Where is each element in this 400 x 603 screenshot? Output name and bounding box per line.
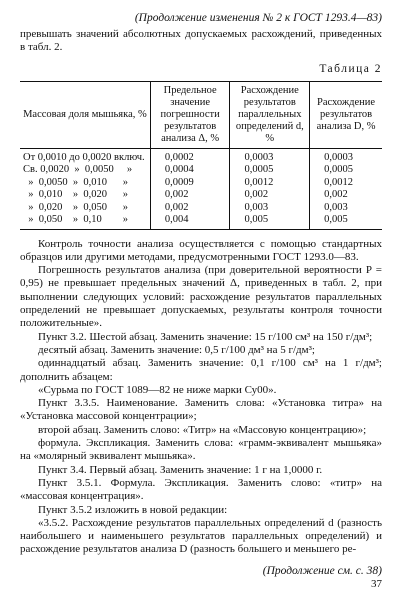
table-cell-value: 0,0004: [150, 164, 230, 177]
table-cell-value: 0,002: [150, 189, 230, 202]
body-paragraph: «3.5.2. Расхождение результатов параллельных определений d (разность наибольшего и наименьшего результатов параллельных определений) и расхождение результатов анализа D (разность большего и меньшего ре-: [20, 516, 382, 556]
table-cell-range: » 0,050 » 0,10 »: [20, 214, 150, 229]
body-paragraph: Пункт 3.4. Первый абзац. Заменить значение: 1 г на 1,0000 г.: [38, 463, 323, 476]
table-cell-value: 0,004: [150, 214, 230, 229]
body-paragraph: «Сурьма по ГОСТ 1089—82 не ниже марки Су00».: [38, 383, 277, 396]
header-cell-error-limit: Предельное значение погрешности результатов анализа Δ, %: [150, 81, 230, 148]
table-cell-value: 0,0003: [310, 148, 382, 164]
table-cell-range: » 0,020 » 0,050 »: [23, 201, 128, 213]
body-paragraph: Пункт 3.5.2 изложить в новой редакции:: [38, 503, 228, 516]
table-row: [20, 189, 382, 202]
table-body: [20, 148, 382, 229]
table-cell-value: 0,002: [230, 189, 310, 202]
table-cell-value: 0,002: [150, 202, 230, 215]
table-row: [20, 214, 382, 229]
body-text: [20, 238, 382, 557]
table-header-row: [20, 81, 382, 148]
table-cell-value: 0,0005: [310, 164, 382, 177]
body-paragraph: Пункт 3.3.5. Наименование. Заменить слова: «Установка титра» на «Установка массовой концентрации»;: [20, 397, 382, 423]
table-row: [20, 164, 382, 177]
body-paragraph: одиннадцатый абзац. Заменить значение: 0,1 г/100 см³ на 1 г/дм³; дополнить абзацем:: [20, 357, 382, 383]
page-number: 37: [371, 578, 382, 590]
body-paragraph: Пункт 3.2. Шестой абзац. Заменить значение: 15 г/100 см³ на 150 г/дм³;: [38, 330, 373, 343]
body-paragraph: формула. Экспликация. Заменить слова: «грамм-эквивалент мышьяка» на «молярный эквивалент мышьяка».: [20, 437, 382, 463]
table-cell-value: 0,0002: [150, 148, 230, 164]
table-cell-range: » 0,010 » 0,020 »: [23, 189, 128, 201]
table-cell-range: От 0,0010 до 0,0020 включ.: [23, 151, 145, 163]
header-note: (Продолжение изменения № 2 к ГОСТ 1293.4—83): [134, 12, 382, 24]
table-cell-value: 0,0005: [230, 164, 310, 177]
table-cell-value: 0,003: [310, 202, 382, 215]
table-cell-value: 0,0009: [150, 177, 230, 190]
header-cell-mass-fraction: Массовая доля мышьяка, %: [20, 81, 150, 148]
document-page: [20, 12, 382, 577]
table-cell-value: 0,005: [230, 214, 310, 229]
table-caption: Таблица 2: [319, 62, 382, 75]
table-row: [20, 148, 382, 164]
table-cell-value: 0,0012: [230, 177, 310, 190]
table-cell-value: 0,0003: [230, 148, 310, 164]
table-cell-value: 0,003: [230, 202, 310, 215]
table-cell-value: 0,0012: [310, 177, 382, 190]
body-paragraph: Пункт 3.5.1. Формула. Экспликация. Заменить слово: «титр» на «массовая концентрация».: [20, 476, 382, 503]
body-paragraph: Погрешность результатов анализа (при доверительной вероятности P = 0,95) не превышает предельных значений Δ, приведенных в табл. 2, при выполнении следующих условий: расхождение результатов параллельных определений не превышает допускаемых, результаты контроля точности положительные».: [20, 264, 382, 330]
body-paragraph: Контроль точности анализа осуществляется с помощью стандартных образцов или другими методами, предусмотренными ГОСТ 1293.0—83.: [20, 237, 382, 263]
table-cell-range: » 0,0050 » 0,010 »: [23, 176, 128, 188]
table-cell-range: Св. 0,0020 » 0,0050 »: [23, 164, 133, 176]
table-cell-value: 0,005: [310, 214, 382, 229]
header-cell-analysis-divergence: Расхождение результатов анализа D, %: [310, 81, 382, 148]
table-row: [20, 202, 382, 215]
continued-note: (Продолжение см. с. 38): [262, 564, 382, 577]
intro-paragraph: превышать значений абсолютных допускаемых расхождений, приведенных в табл. 2.: [20, 28, 382, 54]
data-table: [20, 81, 382, 230]
body-paragraph: десятый абзац. Заменить значение: 0,5 г/100 дм³ на 5 г/дм³;: [38, 343, 315, 356]
header-cell-parallel-divergence: Расхождение результатов параллельных определений d, %: [230, 81, 310, 148]
body-paragraph: второй абзац. Заменить слово: «Титр» на «Массовую концентрацию»;: [38, 423, 367, 436]
table-row: [20, 177, 382, 190]
table-cell-value: 0,002: [310, 189, 382, 202]
